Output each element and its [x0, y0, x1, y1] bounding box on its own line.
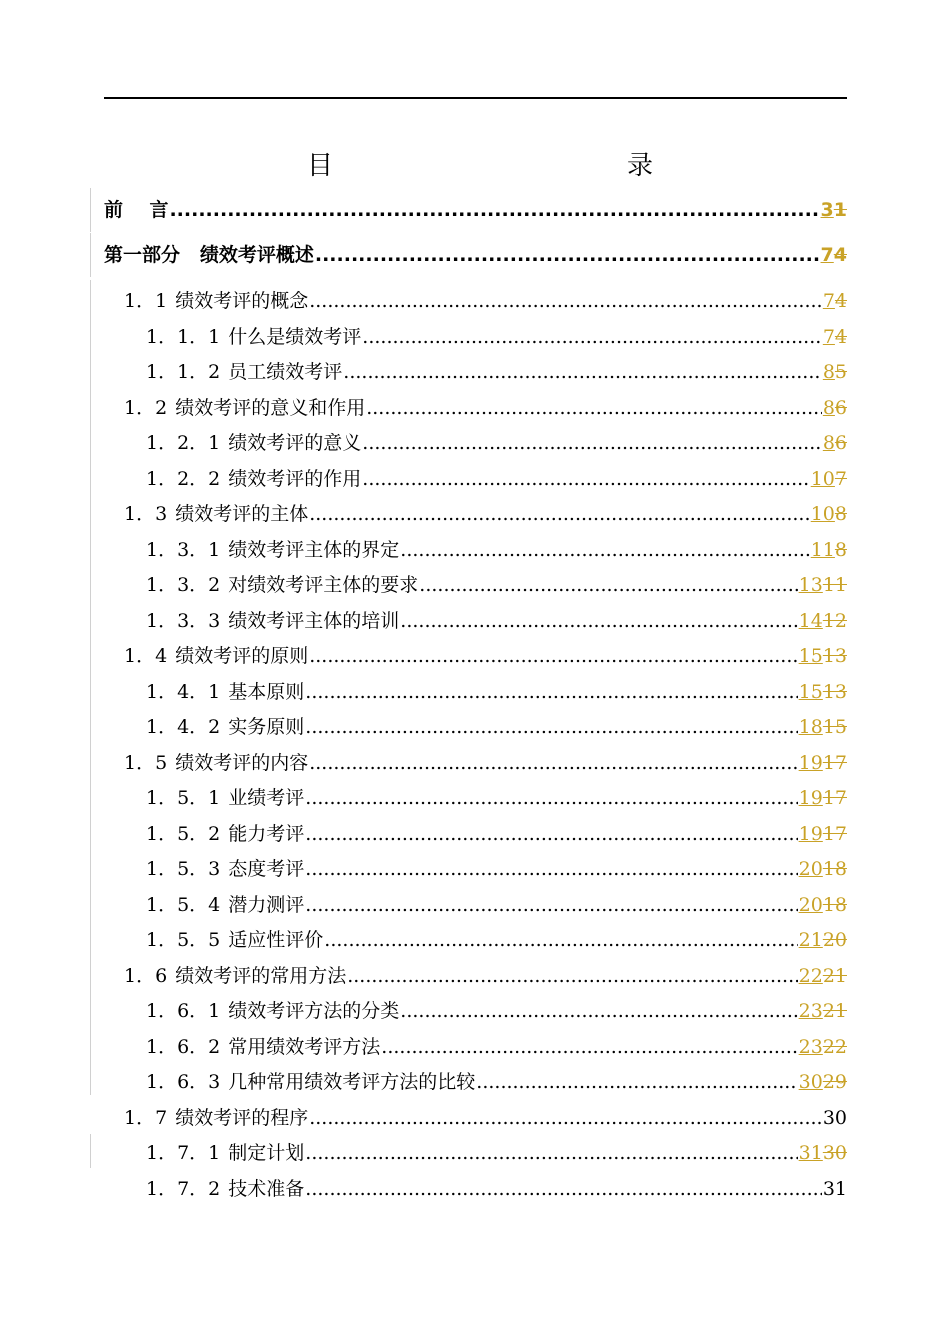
dot-leader [309, 643, 797, 669]
toc-entry-label: 1．3．2 对绩效考评主体的要求 [146, 574, 419, 596]
toc-entry-label: 1．5 绩效考评的内容 [124, 752, 309, 774]
toc-entry-label: 1．5．4 潜力测评 [146, 894, 305, 916]
toc-entry[interactable] [146, 1136, 847, 1166]
toc-entry[interactable] [124, 746, 847, 776]
change-bar [90, 280, 91, 1095]
toc-entry-label: 1．7 绩效考评的程序 [124, 1107, 309, 1129]
header-rule [104, 97, 847, 99]
toc-entry-label: 1．4 绩效考评的原则 [124, 645, 309, 667]
toc-entry-label: 1．5．2 能力考评 [146, 823, 305, 845]
toc-entry[interactable] [146, 675, 847, 705]
toc-entry-label: 1．5．5 适应性评价 [146, 929, 324, 951]
dot-leader [305, 679, 797, 705]
page-number: 2120 [798, 929, 847, 951]
page-number: 118 [810, 539, 847, 561]
toc-entry[interactable] [146, 320, 847, 350]
toc-entry[interactable] [124, 959, 847, 989]
toc-entry-label: 前 言 [104, 199, 169, 221]
toc-entry-label: 1．1 绩效考评的概念 [124, 290, 309, 312]
page-number: 1917 [798, 787, 847, 809]
toc-entry-label: 1．7．2 技术准备 [146, 1178, 305, 1200]
page-number: 74 [822, 290, 847, 312]
dot-leader [324, 927, 797, 953]
dot-leader [309, 288, 822, 314]
toc-entry-label: 1．6 绩效考评的常用方法 [124, 965, 347, 987]
change-bar [90, 233, 91, 277]
toc-entry-label: 1．3．3 绩效考评主体的培训 [146, 610, 400, 632]
toc-entry-label: 1．3 绩效考评的主体 [124, 503, 309, 525]
toc-entry-label: 1．1．1 什么是绩效考评 [146, 326, 362, 348]
dot-leader [305, 714, 797, 740]
toc-entry[interactable] [146, 781, 847, 811]
dot-leader [362, 466, 809, 492]
page-number: 31 [820, 199, 847, 221]
dot-leader [362, 430, 822, 456]
page-number: 1917 [798, 752, 847, 774]
page-number: 1917 [798, 823, 847, 845]
dot-leader [381, 1034, 797, 1060]
toc-entry[interactable] [146, 426, 847, 456]
dot-leader [305, 785, 797, 811]
toc-entry[interactable] [146, 994, 847, 1024]
dot-leader [305, 821, 797, 847]
page-number: 2018 [798, 858, 847, 880]
dot-leader [400, 608, 797, 634]
page-number: 107 [810, 468, 847, 490]
toc-title-left: 目 [306, 150, 333, 181]
dot-leader [419, 572, 797, 598]
dot-leader [309, 750, 797, 776]
dot-leader [400, 998, 797, 1024]
page-number: 1412 [798, 610, 847, 632]
toc-entry[interactable] [146, 710, 847, 740]
page-number: 74 [820, 244, 847, 266]
page-number: 2322 [798, 1036, 847, 1058]
toc-entry[interactable] [146, 1030, 847, 1060]
dot-leader [400, 537, 809, 563]
toc-entry-label: 1．6．1 绩效考评方法的分类 [146, 1000, 400, 1022]
toc-entry-label: 1．5．1 业绩考评 [146, 787, 305, 809]
dot-leader [366, 395, 822, 421]
page-number: 86 [822, 397, 847, 419]
toc-entry[interactable] [124, 391, 847, 421]
dot-leader [315, 242, 820, 268]
toc-entry-preface[interactable] [104, 193, 847, 223]
toc-entry[interactable] [124, 1101, 847, 1131]
toc-entry[interactable] [146, 1172, 847, 1202]
page-number: 3029 [798, 1071, 847, 1093]
toc-entry[interactable] [146, 1065, 847, 1095]
dot-leader [169, 197, 819, 223]
toc-entry[interactable] [146, 533, 847, 563]
dot-leader [476, 1069, 797, 1095]
toc-entry[interactable] [146, 462, 847, 492]
toc-entry[interactable] [146, 852, 847, 882]
toc-entry-label: 第一部分 绩效考评概述 [104, 244, 314, 266]
toc-entry[interactable] [146, 888, 847, 918]
page-number: 2018 [798, 894, 847, 916]
toc-entry[interactable] [124, 497, 847, 527]
toc-entry[interactable] [124, 639, 847, 669]
dot-leader [347, 963, 797, 989]
toc-entry-label: 1．2．2 绩效考评的作用 [146, 468, 362, 490]
page-number: 74 [822, 326, 847, 348]
page-number: 108 [810, 503, 847, 525]
dot-leader [305, 892, 797, 918]
page-number: 2221 [798, 965, 847, 987]
page-number: 1513 [798, 645, 847, 667]
dot-leader [305, 1140, 797, 1166]
page-number: 30 [822, 1107, 847, 1129]
toc-entry-label: 1．4．2 实务原则 [146, 716, 305, 738]
toc-entry-label: 1．6．2 常用绩效考评方法 [146, 1036, 381, 1058]
page-number: 2321 [798, 1000, 847, 1022]
change-bar [90, 188, 91, 232]
toc-entry[interactable] [146, 355, 847, 385]
change-bar [90, 1134, 91, 1168]
dot-leader [343, 359, 822, 385]
page-number: 31 [822, 1178, 847, 1200]
toc-title [300, 143, 660, 183]
toc-title-right: 录 [626, 150, 653, 181]
toc-entry[interactable] [146, 604, 847, 634]
dot-leader [309, 501, 810, 527]
dot-leader [362, 324, 822, 350]
page-number: 1311 [798, 574, 847, 596]
toc-entry[interactable] [146, 568, 847, 598]
toc-entry[interactable] [124, 284, 847, 314]
toc-entry-label: 1．4．1 基本原则 [146, 681, 305, 703]
toc-entry[interactable] [146, 817, 847, 847]
toc-entry-part1[interactable] [104, 238, 847, 268]
toc-entry-label: 1．6．3 几种常用绩效考评方法的比较 [146, 1071, 476, 1093]
page-number: 3130 [798, 1142, 847, 1164]
toc-entry-label: 1．2．1 绩效考评的意义 [146, 432, 362, 454]
toc-entry[interactable] [146, 923, 847, 953]
dot-leader [309, 1105, 822, 1131]
toc-entry-label: 1．7．1 制定计划 [146, 1142, 305, 1164]
toc-entry-label: 1．1．2 员工绩效考评 [146, 361, 343, 383]
toc-entry-label: 1．3．1 绩效考评主体的界定 [146, 539, 400, 561]
toc-entry-label: 1．2 绩效考评的意义和作用 [124, 397, 366, 419]
page-number: 1815 [798, 716, 847, 738]
page-number: 86 [822, 432, 847, 454]
dot-leader [305, 1176, 822, 1202]
dot-leader [305, 856, 797, 882]
page-number: 85 [822, 361, 847, 383]
toc-entry-label: 1．5．3 态度考评 [146, 858, 305, 880]
page-number: 1513 [798, 681, 847, 703]
